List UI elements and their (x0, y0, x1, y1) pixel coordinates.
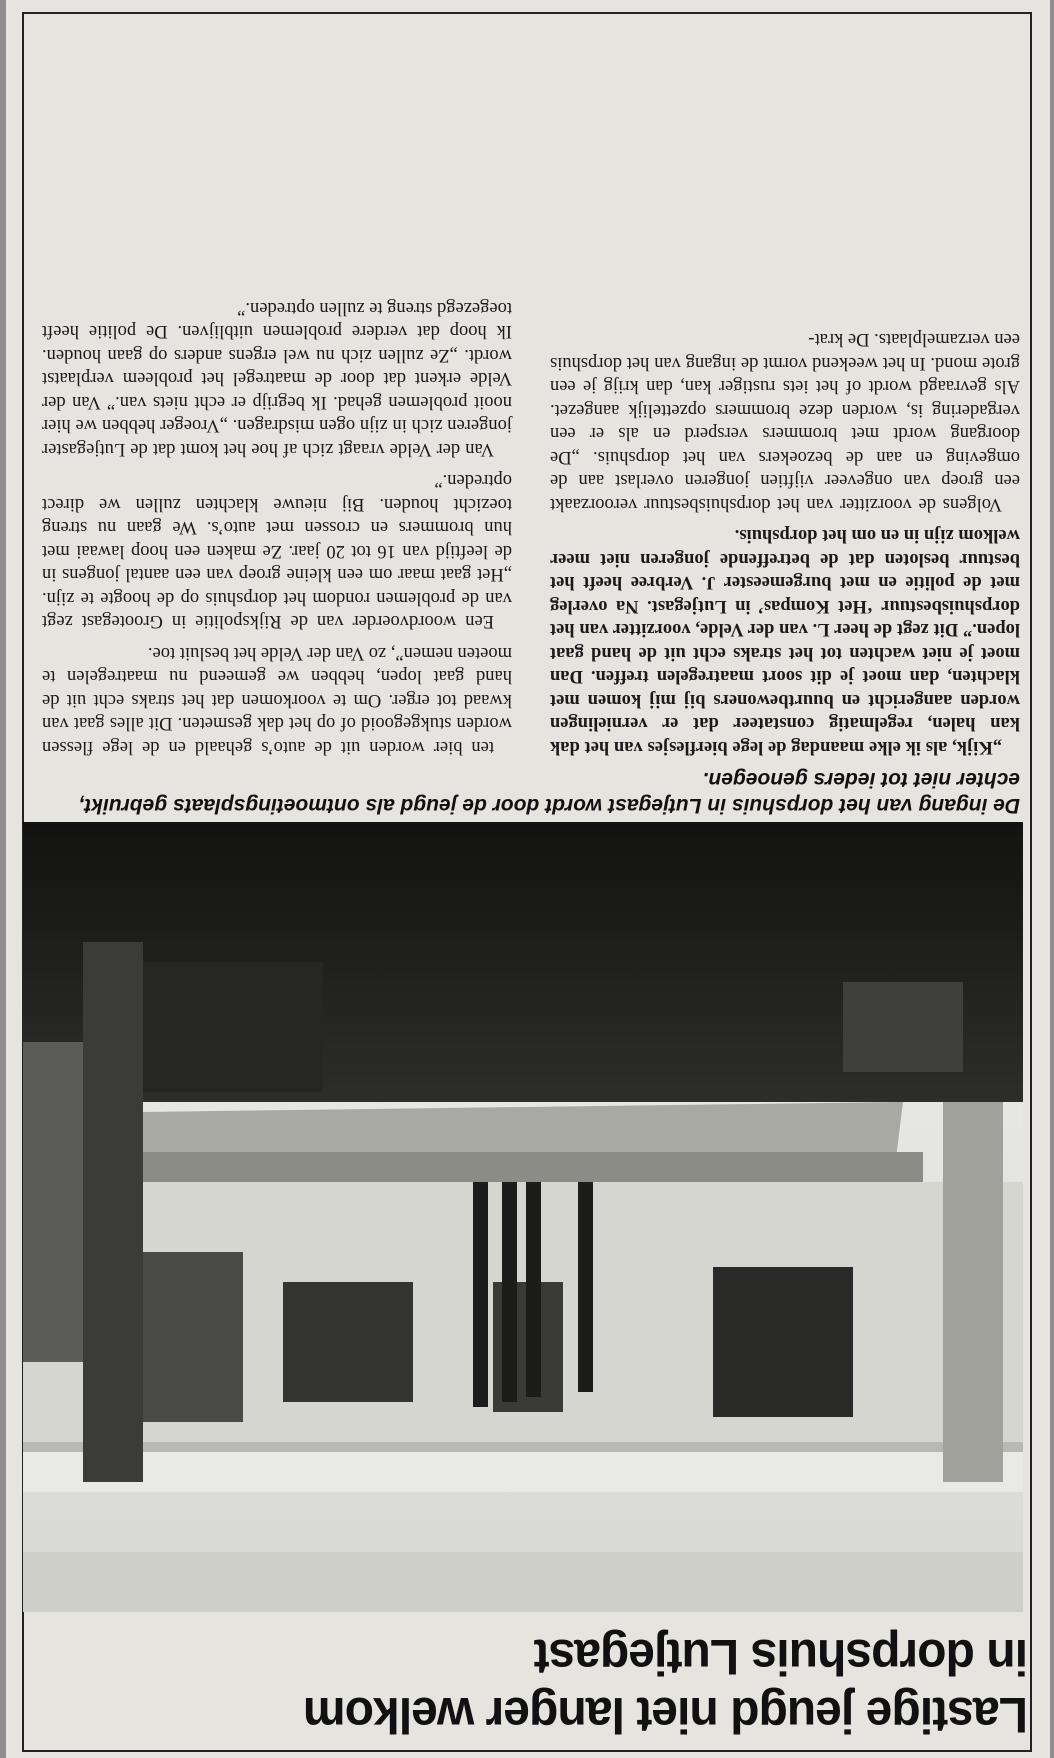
headline-line-2: in dorpshuis Lutjegast (534, 1629, 1028, 1685)
rotated-article (6, 0, 1050, 1758)
photo-caption: De ingang van het dorpshuis in Lutjegast wordt door de jeugd als ontmoetingsplaats gebruikt, echter niet tot ieders genoegen. (78, 768, 1020, 817)
photo-illustration (23, 822, 1023, 1612)
body-paragraph: Een woordvoerder van de Rijkspolitie in Grootegast zegt van de problemen rondom het dorpshuis op de hoogte te zijn. „Het gaat maar om een kleine groep van een aantal jongens in de leeftijd van 16 tot 20 jaar. Ze maken een hoop lawaai met hun brommers en crossen met auto’s. We gaan nu streng toezicht houden. Bij nieuwe klachten zullen we direct optreden.” (42, 470, 512, 632)
body-paragraph: Volgens de voorzitter van het dorpshuisbestuur veroorzaakt een groep van ongeveer vijftien jongeren overlast aan de omgeving en aan de bezoekers van het dorpshuis. „De doorgang wordt met brommers versperd en als er een vergadering is, worden deze brommers opzettelijk aangezet. Als gevraagd wordt of het iets rustiger kan, dan krijg je een grote mond. In het weekend vormt de ingang van het dorpshuis een verzamelplaats. De krat- (550, 329, 1020, 514)
lead-paragraph: „Kijk, als ik elke maandag de lege bierflesjes van het dak kan halen, regelmatig constateer dat er vernielingen worden aangericht en buurtbewoners bij mij komen met klachten, dan moet je dit soort maatregelen treffen. Dan moet je niet wachten tot het straks echt uit de hand gaat lopen.” Dit zegt de heer L. van der Velde, voorzitter van het dorpshuisbestuur ‘Het Kompas’ in Lutjegast. Na overleg met de politie en met burgemeester J. Verbree heeft het bestuur besloten dat de betreffende jongeren niet meer welkom zijn in en om het dorpshuis. (550, 525, 1020, 757)
headline (68, 1628, 1028, 1744)
newspaper-clipping (6, 0, 1050, 1758)
article-column-left (550, 327, 1020, 758)
dorpshuis-photo (23, 822, 1023, 1612)
top-rule (22, 1750, 1032, 1752)
left-rule (1030, 12, 1032, 1752)
bottom-rule (22, 12, 1032, 14)
body-paragraph: Van der Velde vraagt zich af hoe het komt dat de Lutjegaster jongeren zich in zijn ogen misdragen. „Vroeger hebben we hier nooit problemen gehad. Ik begrijp er echt niets van.” Van der Velde erkent dat door de maatregel het probleem verplaatst wordt. „Ze zullen zich nu wel ergens anders op gaan houden. Ik hoop dat verdere problemen uitblijven. De politie heeft toegezegd streng te zullen optreden.” (42, 298, 512, 459)
article-column-right (42, 296, 512, 759)
headline-line-1: Lastige jeugd niet langer welkom (303, 1687, 1028, 1743)
body-paragraph: ten bier worden uit de auto’s gehaald en de lege flessen worden stukgegooid of op het dak gesmeten. Dit alles gaat van kwaad tot erger. Om te voorkomen dat het straks echt uit de hand gaat lopen, hebben we gemeend nu maatregelen te moeten nemen”, zo Van der Velde het besluit toe. (42, 643, 512, 757)
